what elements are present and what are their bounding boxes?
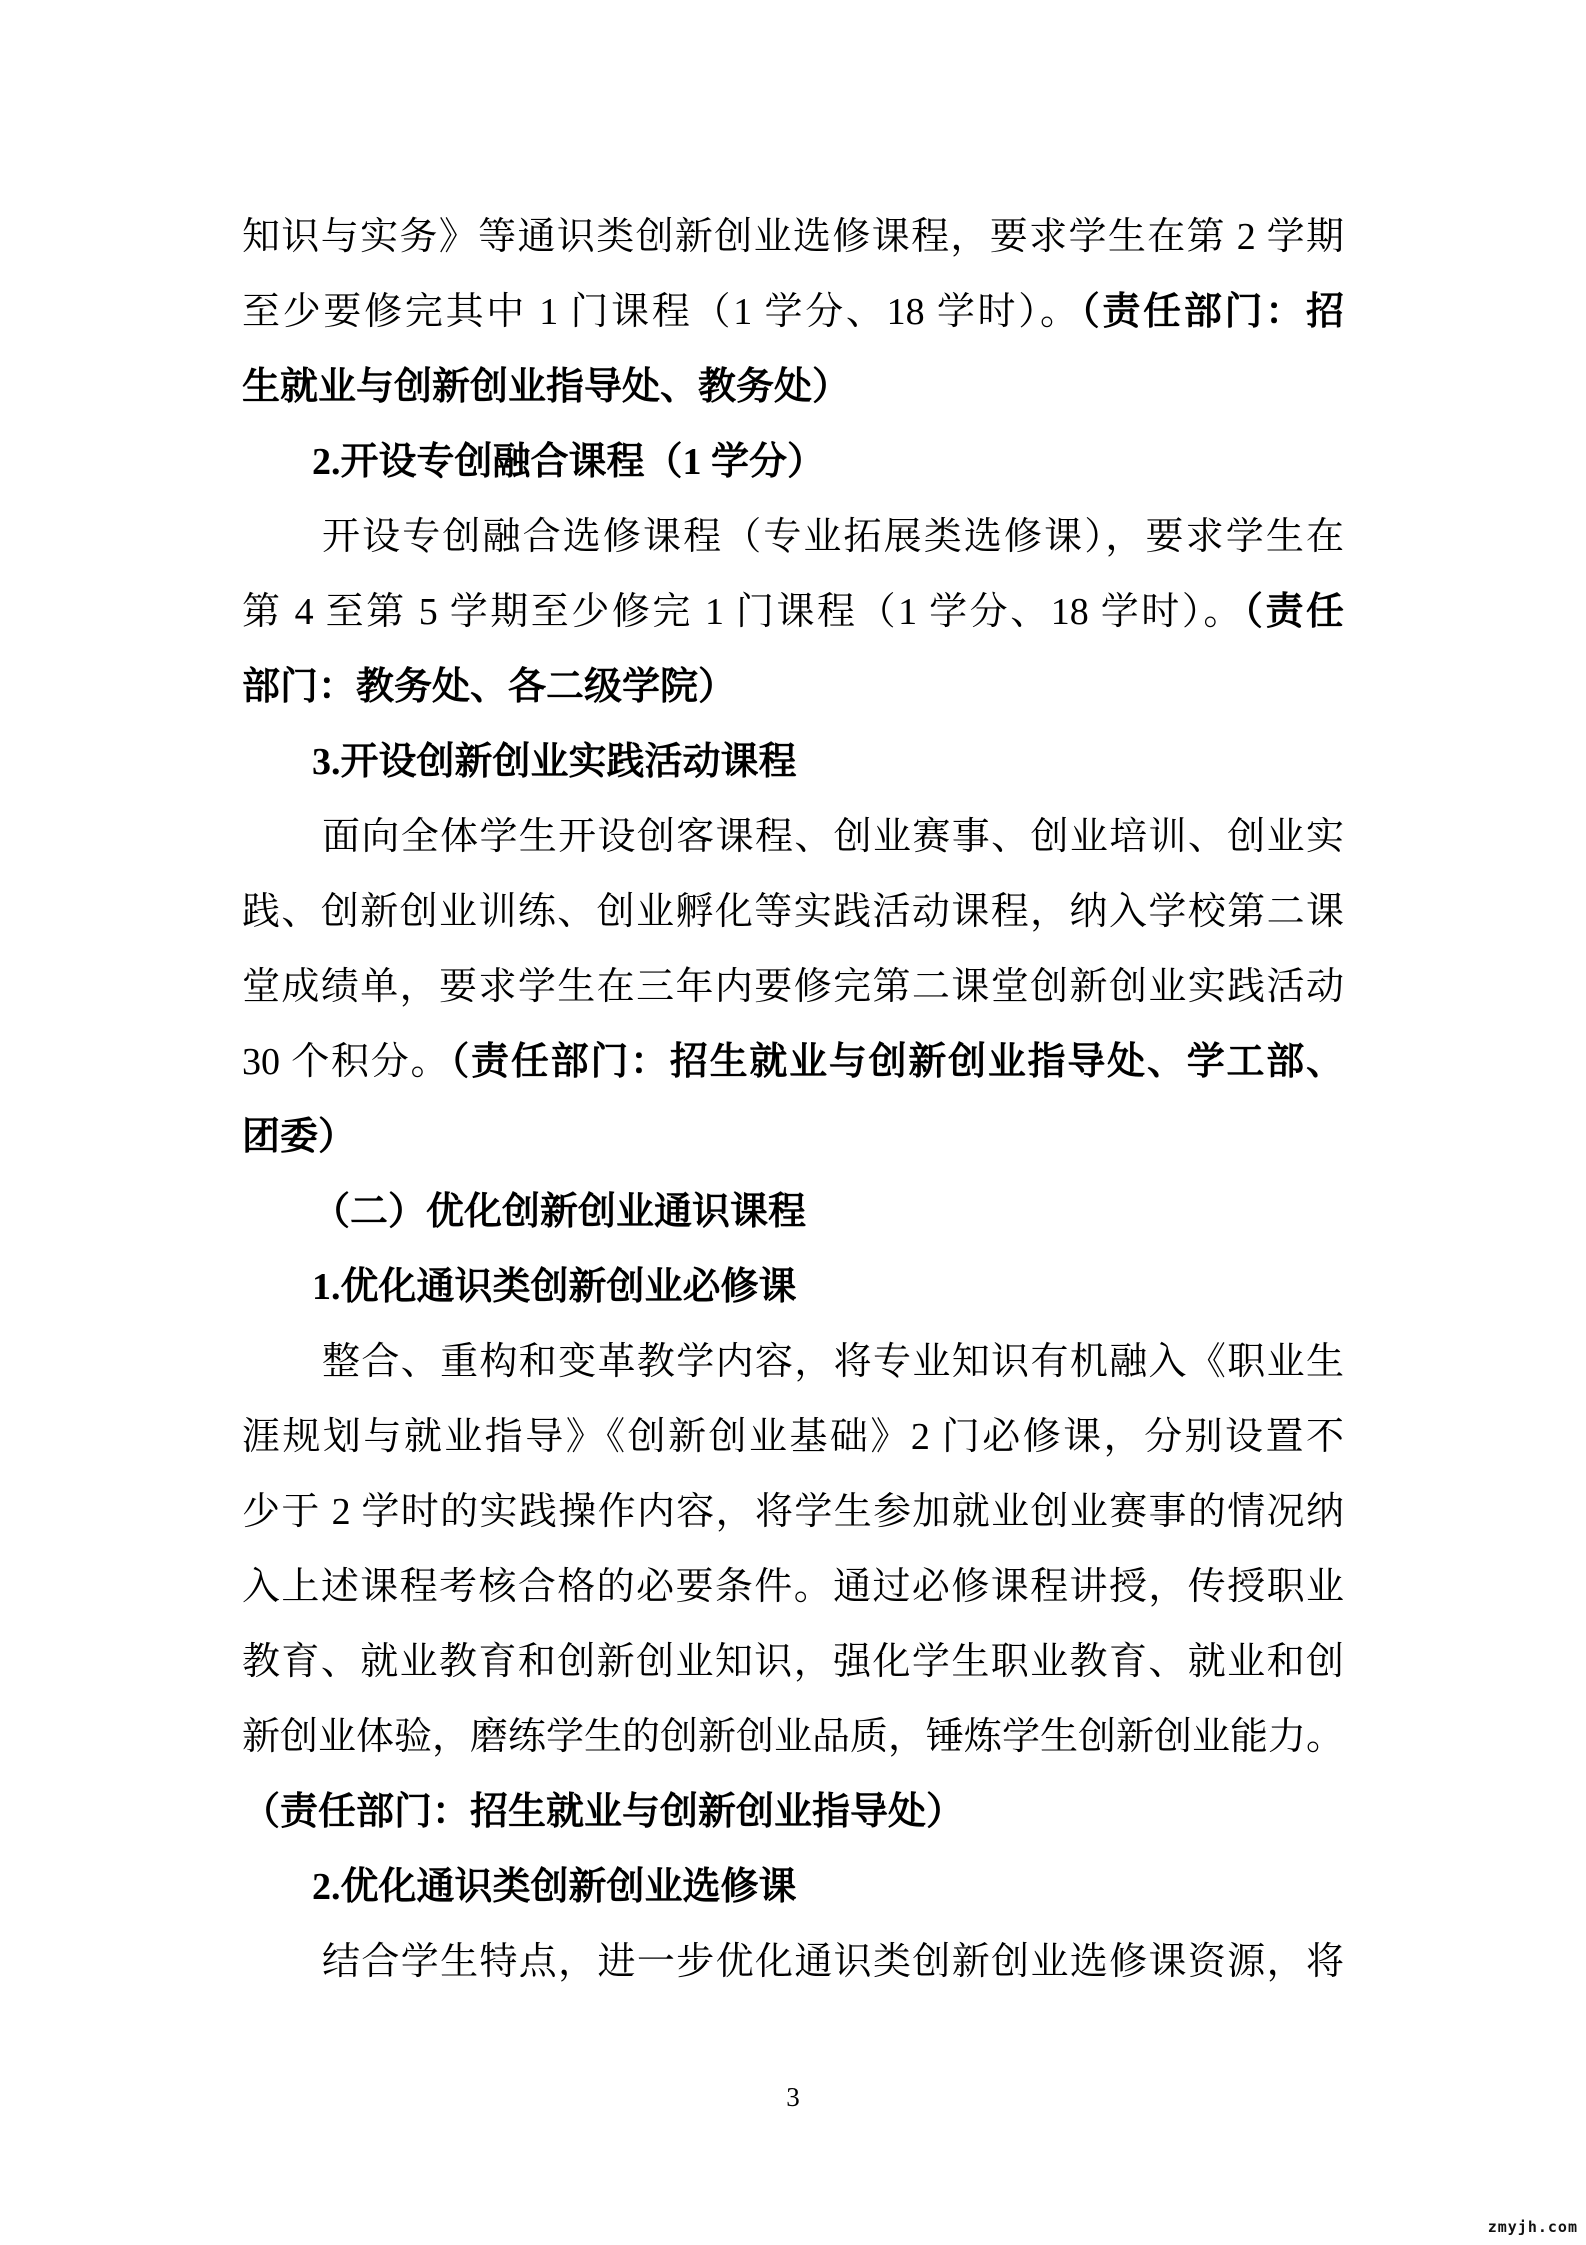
responsible-dept-label: 部门：教务处、各二级学院） (242, 666, 737, 708)
body-line (242, 1325, 1344, 1400)
responsible-dept-label: 团委） (242, 1116, 357, 1158)
body-line (242, 1625, 1344, 1700)
responsible-dept-label: （责任部门：招 (1080, 291, 1344, 333)
responsible-dept-label: （责任 (1243, 591, 1344, 633)
line-text: 践、创新创业训练、创业孵化等实践活动课程，纳入学校第二课 (242, 891, 1344, 933)
line-text: 至少要修完其中 1 门课程（1 学分、18 学时）。 (242, 291, 1081, 333)
body-line (242, 575, 1344, 650)
heading-line (242, 1850, 1344, 1925)
responsible-dept-label: （责任部门：招生就业与创新创业指导处、学工部、 (450, 1041, 1344, 1083)
line-text: 知识与实务》等通识类创新创业选修课程，要求学生在第 2 学期 (242, 216, 1344, 258)
heading-text: 2.开设专创融合课程（1 学分） (312, 441, 826, 483)
line-text: 少于 2 学时的实践操作内容，将学生参加就业创业赛事的情况纳 (242, 1491, 1344, 1533)
line-text: 开设专创融合选修课程（专业拓展类选修课），要求学生在 (322, 516, 1344, 558)
line-text: 涯规划与就业指导》《创新创业基础》2 门必修课，分别设置不 (242, 1416, 1344, 1458)
body-line (242, 1475, 1344, 1550)
body-line (242, 950, 1344, 1025)
body-line (242, 1400, 1344, 1475)
body-line (242, 1700, 1344, 1775)
heading-text: （二）优化创新创业通识课程 (312, 1191, 807, 1233)
heading-line (242, 425, 1344, 500)
body-line (242, 275, 1344, 350)
body-line (242, 1775, 1344, 1850)
body-line (242, 875, 1344, 950)
heading-line (242, 1175, 1344, 1250)
body-line (242, 800, 1344, 875)
document-body (242, 200, 1344, 2000)
responsible-dept-label: 生就业与创新创业指导处、教务处） (242, 366, 851, 408)
heading-text: 3.开设创新创业实践活动课程 (312, 741, 797, 783)
body-line (242, 1925, 1344, 2000)
line-text: 30 个积分。 (242, 1041, 451, 1083)
body-line (242, 1100, 1344, 1175)
heading-text: 1.优化通识类创新创业必修课 (312, 1266, 797, 1308)
line-text: 面向全体学生开设创客课程、创业赛事、创业培训、创业实 (322, 816, 1344, 858)
heading-line (242, 1250, 1344, 1325)
body-line (242, 650, 1344, 725)
heading-line (242, 725, 1344, 800)
watermark: zmyjh.com (1487, 2218, 1578, 2236)
line-text: 教育、就业教育和创新创业知识，强化学生职业教育、就业和创 (242, 1641, 1344, 1683)
heading-text: 2.优化通识类创新创业选修课 (312, 1866, 797, 1908)
body-line (242, 500, 1344, 575)
body-line (242, 1025, 1344, 1100)
line-text: 结合学生特点，进一步优化通识类创新创业选修课资源，将 (322, 1941, 1344, 1983)
responsible-dept-label: （责任部门：招生就业与创新创业指导处） (242, 1791, 965, 1833)
body-line (242, 200, 1344, 275)
line-text: 第 4 至第 5 学期至少修完 1 门课程（1 学分、18 学时）。 (242, 591, 1244, 633)
body-line (242, 1550, 1344, 1625)
body-line (242, 350, 1344, 425)
line-text: 新创业体验，磨练学生的创新创业品质，锤炼学生创新创业能力。 (242, 1716, 1345, 1758)
page-number: 3 (786, 2082, 800, 2112)
line-text: 入上述课程考核合格的必要条件。通过必修课程讲授，传授职业 (242, 1566, 1344, 1608)
line-text: 堂成绩单，要求学生在三年内要修完第二课堂创新创业实践活动 (242, 966, 1344, 1008)
line-text: 整合、重构和变革教学内容，将专业知识有机融入《职业生 (322, 1341, 1344, 1383)
